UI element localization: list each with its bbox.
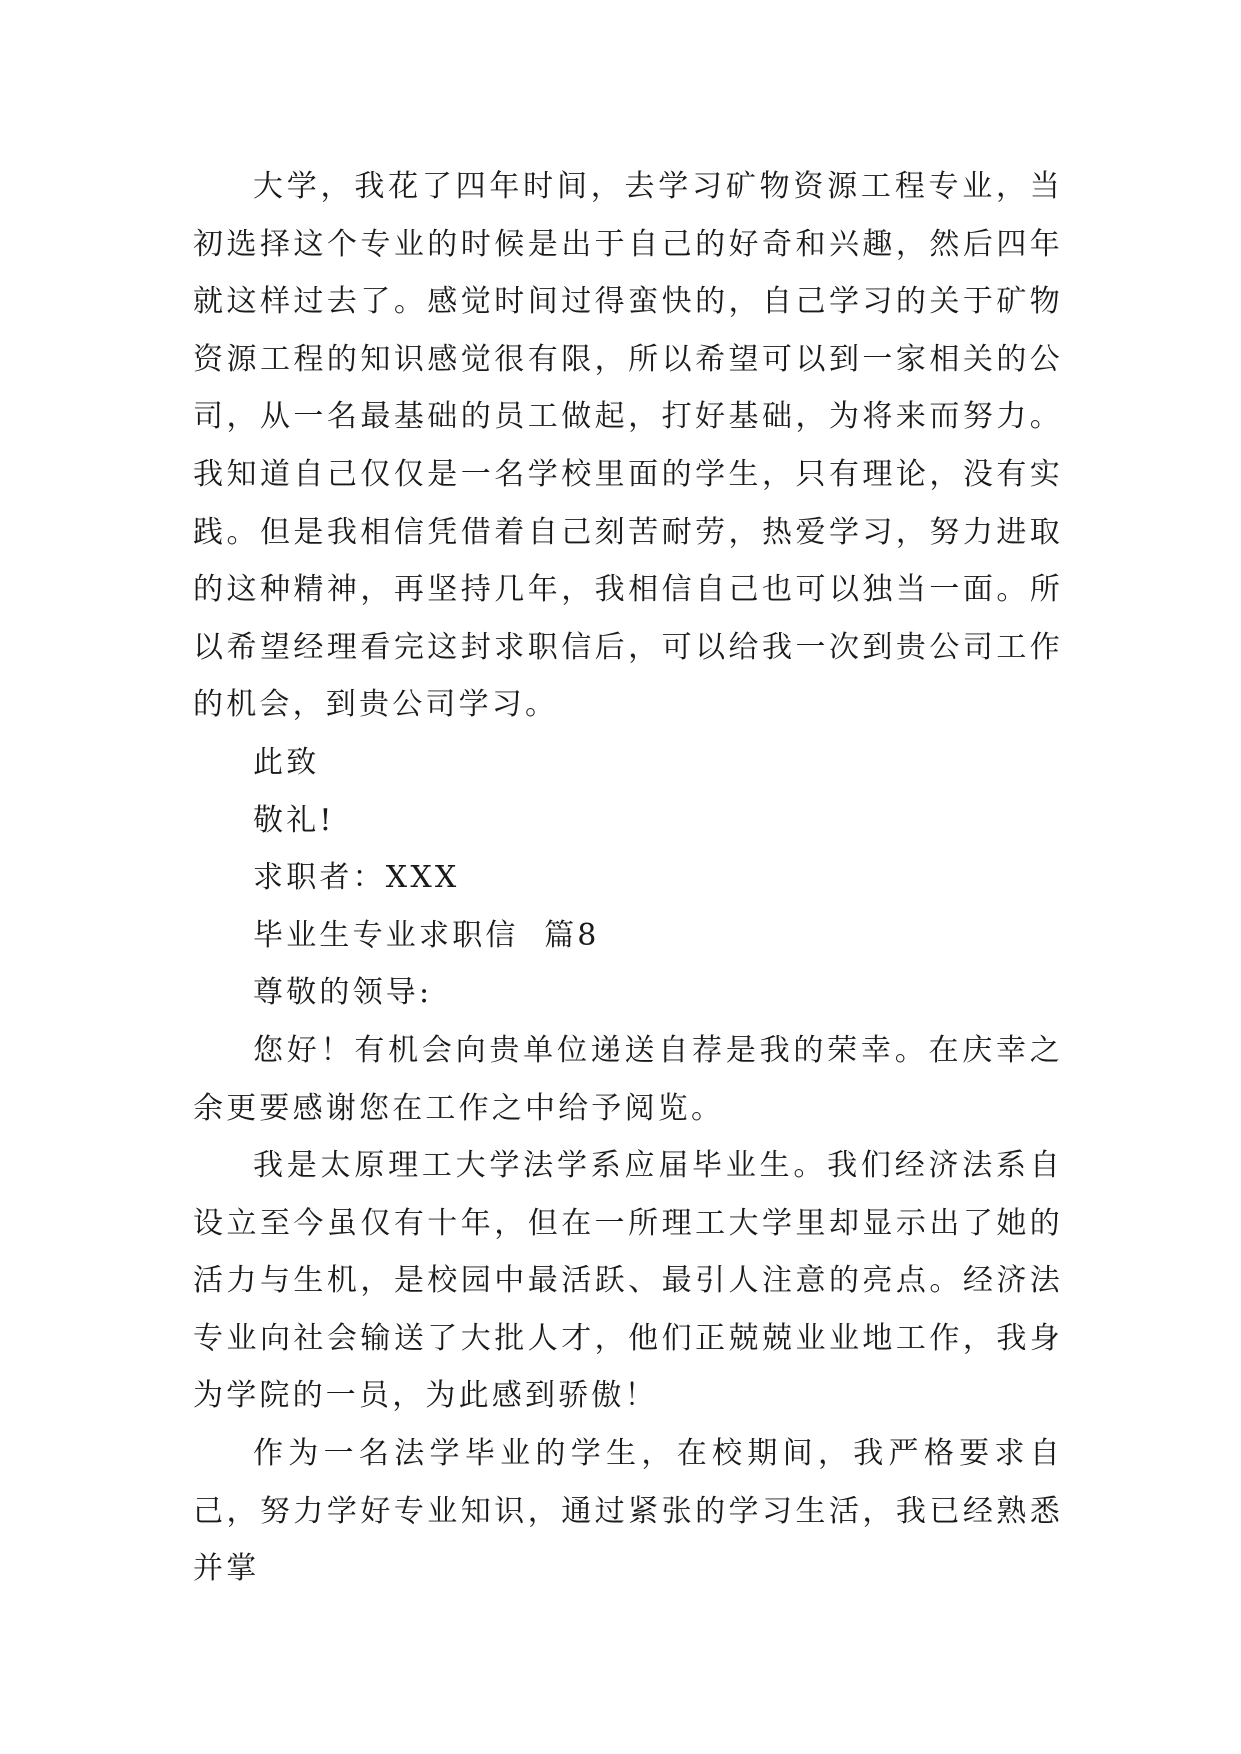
letter-body: [193, 158, 1063, 1598]
paragraph-greeting: 您好！有机会向贵单位递送自荐是我的荣幸。在庆幸之余更要感谢您在工作之中给予阅览。: [193, 1032, 1063, 1126]
section-title: 毕业生专业求职信 篇8: [253, 917, 600, 953]
signature-line: 求职者：XXX: [253, 860, 460, 896]
paragraph-motivation: 大学，我花了四年时间，去学习矿物资源工程专业，当初选择这个专业的时候是出于自己的好奇和兴趣，然后四年就这样过去了。感觉时间过得蛮快的，自己学习的关于矿物资源工程的知识感觉很有限，所以希望可以到一家相关的公司，从一名最基础的员工做起，打好基础，为将来而努力。我知道自己仅仅是一名学校里面的学生，只有理论，没有实践。但是我相信凭借着自己刻苦耐劳，热爱学习，努力进取的这种精神，再坚持几年，我相信自己也可以独当一面。所以希望经理看完这封求职信后，可以给我一次到贵公司工作的机会，到贵公司学习。: [193, 169, 1063, 723]
regards-line: 敬礼!: [253, 802, 335, 838]
closing-line: 此致: [253, 744, 320, 780]
paragraph-introduction: 我是太原理工大学法学系应届毕业生。我们经济法系自设立至今虽仅有十年，但在一所理工大学里却显示出了她的活力与生机，是校园中最活跃、最引人注意的亮点。经济法专业向社会输送了大批人才，他们正兢兢业业地工作，我身为学院的一员，为此感到骄傲！: [193, 1148, 1063, 1414]
paragraph-studies: 作为一名法学毕业的学生，在校期间，我严格要求自己，努力学好专业知识，通过紧张的学习生活，我已经熟悉并掌: [193, 1436, 1063, 1587]
salutation-line: 尊敬的领导:: [253, 975, 433, 1011]
